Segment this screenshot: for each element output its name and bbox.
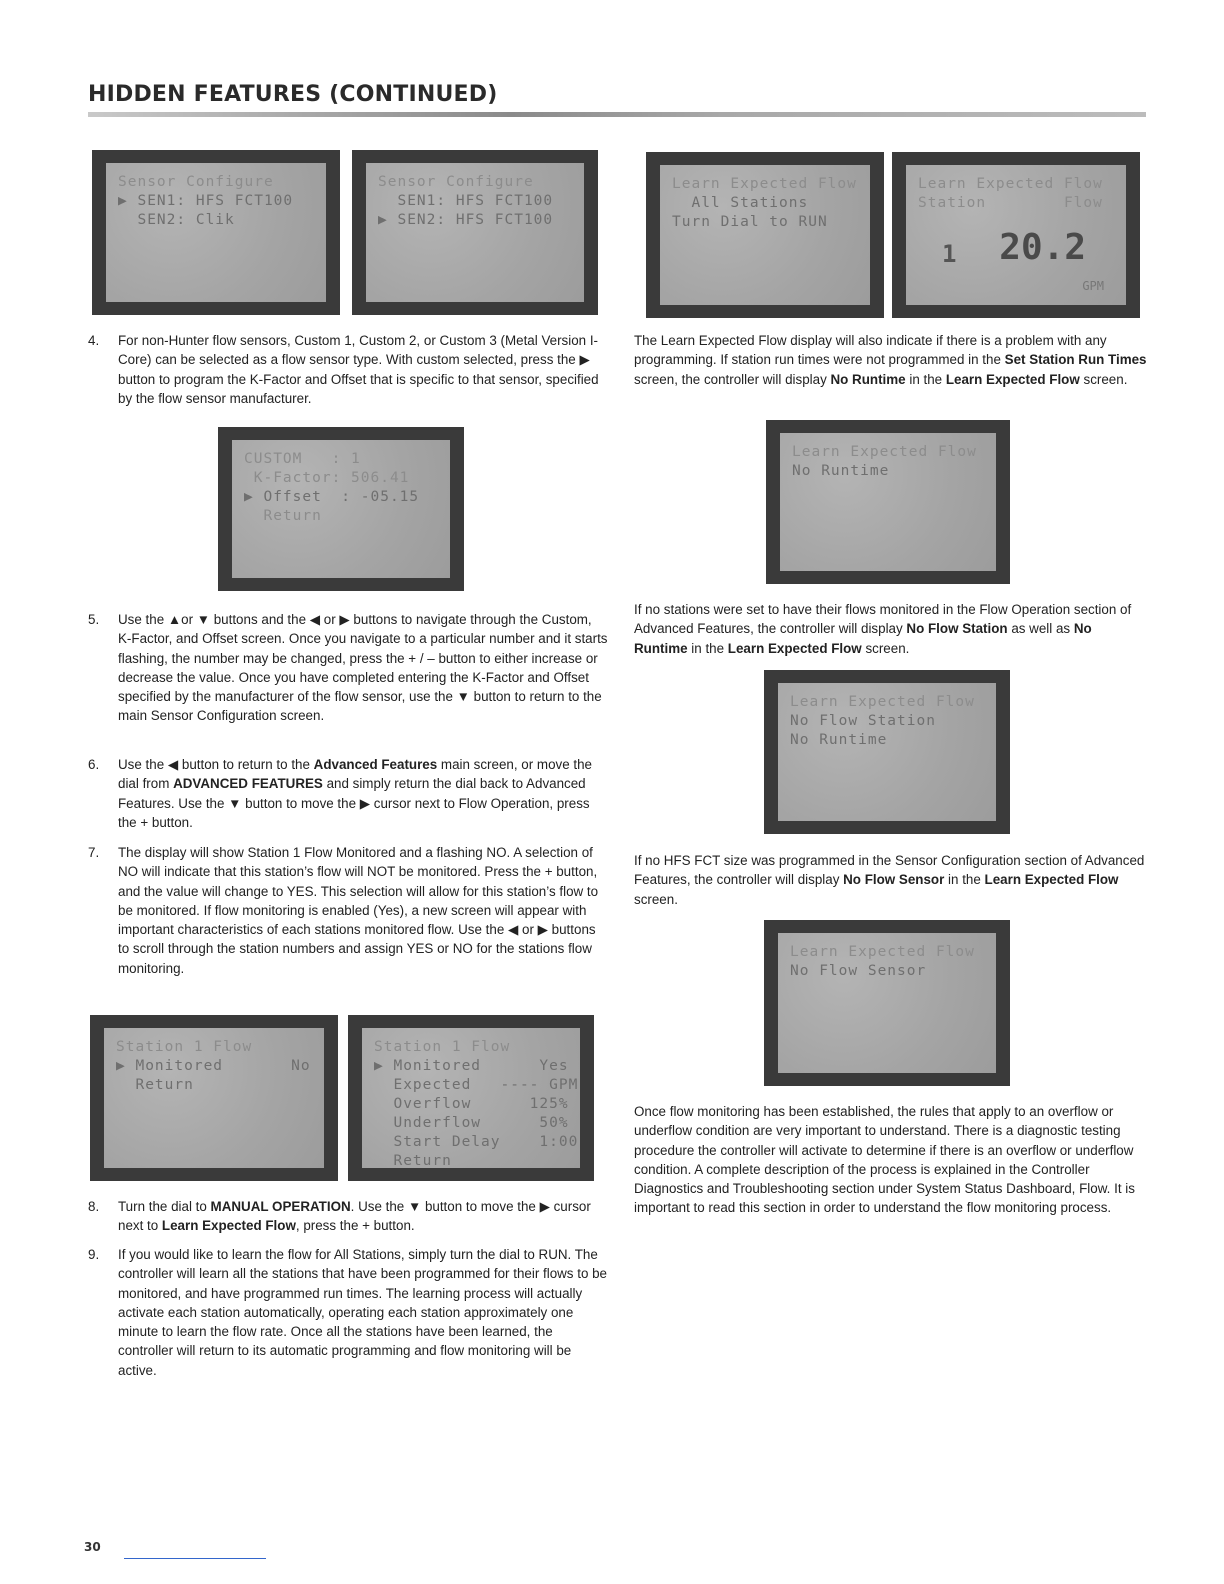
step-6 (88, 755, 608, 832)
step-9 (88, 1245, 608, 1380)
lcd-line: K-Factor: 506.41 (244, 470, 410, 486)
lcd-line: Return (244, 508, 322, 524)
step-5 (88, 610, 608, 726)
lcd-learn-expected-flow-station (892, 152, 1140, 318)
step-number: 6. (88, 757, 100, 772)
paragraph-no-flow-station: If no stations were set to have their flows monitored in the Flow Operation section of Advanced Features, the controller will display No Flow Station as well as No Runtime in the Learn Expected Flow screen. (634, 602, 1132, 656)
lcd-line: Sensor Configure (118, 174, 274, 190)
lcd-line: ▶ SEN1: HFS FCT100 (118, 193, 294, 209)
lcd-line: No Flow Sensor (790, 963, 927, 979)
lcd-line: Expected ---- GPM (374, 1077, 579, 1093)
step-text: The display will show Station 1 Flow Monitored and a flashing NO. A selection of NO will indicate that this station’s flow will NOT be monitored. Press the + button, and the value will change to YES. This selection will allow for this station’s flow to be monitored. If flow monitoring is enabled (Yes), a new screen will appear with important characteristics of each stations monitored flow. Use the ◀ or ▶ buttons to scroll through the station numbers and assign YES or NO for the stations flow monitoring. (118, 845, 599, 976)
lcd-sensor-configure-sen1 (92, 150, 340, 315)
lcd-line: Station 1 Flow (116, 1039, 253, 1055)
lcd-line: Return (116, 1077, 194, 1093)
lcd-learn-expected-flow-all (646, 152, 884, 318)
lcd-line: CUSTOM : 1 (244, 451, 361, 467)
lcd-station-flow-monitored-yes (348, 1015, 594, 1181)
lcd-line: ▶ Monitored Yes (374, 1058, 569, 1074)
lcd-line: SEN1: HFS FCT100 (378, 193, 554, 209)
step-text: Use the ◀ button to return to the Advanced Features main screen, or move the dial from ADVANCED FEATURES and simply return the dial back to Advanced Features. Use the ▼ button to move the ▶ cursor next to Flow Operation, press the + button. (118, 757, 593, 830)
lcd-line: Start Delay 1:00 (374, 1134, 579, 1150)
lcd-line: No Runtime (790, 732, 888, 748)
lcd-station-number: 1 (942, 240, 957, 268)
lcd-line: Station Flow (918, 195, 1103, 211)
step-8 (88, 1197, 608, 1236)
footer-line (124, 1558, 266, 1559)
lcd-line: No Runtime (792, 463, 890, 479)
step-number: 8. (88, 1199, 100, 1214)
step-text: If you would like to learn the flow for All Stations, simply turn the dial to RUN. The controller will learn all the stations that have been programmed for their flows to be monitored, and have programmed run times. The learning process will actually activate each station automatically, operating each station approximately one minute to learn the flow rate. Once all the stations have been learned, the controller will return to its automatic programming and flow monitoring will be active. (118, 1247, 608, 1378)
step-number: 7. (88, 845, 100, 860)
lcd-line: Station 1 Flow (374, 1039, 511, 1055)
lcd-no-flow-sensor (764, 920, 1010, 1086)
lcd-sensor-configure-sen2 (352, 150, 598, 315)
step-number: 9. (88, 1247, 100, 1262)
step-number: 5. (88, 612, 100, 627)
lcd-line: ▶ SEN2: HFS FCT100 (378, 212, 554, 228)
page-number: 30 (84, 1540, 101, 1554)
lcd-line: Underflow 50% (374, 1115, 569, 1131)
lcd-station-flow-monitored-no (90, 1015, 338, 1181)
paragraph-no-flow-sensor: If no HFS FCT size was programmed in the Sensor Configuration section of Advanced Features, the controller will display No Flow Sensor in the Learn Expected Flow screen. (634, 853, 1145, 907)
step-7 (88, 843, 608, 978)
paragraph-flow-monitoring-rules: Once flow monitoring has been established, the rules that apply to an overflow or underflow condition are very important to understand. There is a diagnostic testing procedure the controller will activate to determine if there is an overflow or underflow condition. A complete description of the process is explained in the Controller Diagnostics and Troubleshooting section under System Status Dashboard, Flow. It is important to read this section in order to understand the flow monitoring process. (634, 1104, 1135, 1216)
page-title: HIDDEN FEATURES (CONTINUED) (88, 82, 498, 107)
lcd-line: All Stations (672, 195, 809, 211)
lcd-flow-value: 20.2 (999, 227, 1086, 268)
lcd-line: Learn Expected Flow (790, 694, 975, 710)
lcd-line: Sensor Configure (378, 174, 534, 190)
lcd-line: SEN2: Clik (118, 212, 235, 228)
lcd-line: No Flow Station (790, 713, 936, 729)
step-4 (88, 331, 608, 408)
lcd-flow-unit: GPM (1082, 279, 1104, 293)
title-rule (88, 112, 1146, 117)
lcd-no-runtime (766, 420, 1010, 584)
lcd-line: ▶ Monitored No (116, 1058, 311, 1074)
step-text: Use the ▲or ▼ buttons and the ◀ or ▶ buttons to navigate through the Custom, K-Factor, and Offset screen. Once you navigate to a particular number and it starts flashing, the number may be changed, press the + / – button to either increase or decrease the value. Once you have completed entering the K-Factor and Offset specified by the manufacturer of the flow sensor, use the ▼ button to return to the main Sensor Configuration screen. (118, 612, 608, 724)
lcd-line: Turn Dial to RUN (672, 214, 828, 230)
lcd-line: Learn Expected Flow (790, 944, 975, 960)
step-number: 4. (88, 333, 100, 348)
lcd-line: Learn Expected Flow (918, 176, 1103, 192)
lcd-line: ▶ Offset : -05.15 (244, 489, 420, 505)
lcd-line: Learn Expected Flow (672, 176, 857, 192)
step-text: For non-Hunter flow sensors, Custom 1, Custom 2, or Custom 3 (Metal Version I-Core) can be selected as a flow sensor type. With custom selected, press the ▶ button to program the K-Factor and Offset that is specific to that sensor, specified by the flow sensor manufacturer. (118, 333, 599, 406)
lcd-custom-k-factor-offset (218, 427, 464, 591)
paragraph-no-runtime: The Learn Expected Flow display will also indicate if there is a problem with any programming. If station run times were not programmed in the Set Station Run Times screen, the controller will display No Runtime in the Learn Expected Flow screen. (634, 333, 1147, 387)
step-text: Turn the dial to MANUAL OPERATION. Use the ▼ button to move the ▶ cursor next to Learn Expected Flow, press the + button. (118, 1199, 591, 1234)
lcd-line: Learn Expected Flow (792, 444, 977, 460)
lcd-line: Overflow 125% (374, 1096, 569, 1112)
lcd-no-flow-station (764, 670, 1010, 834)
lcd-line: Return (374, 1153, 452, 1168)
